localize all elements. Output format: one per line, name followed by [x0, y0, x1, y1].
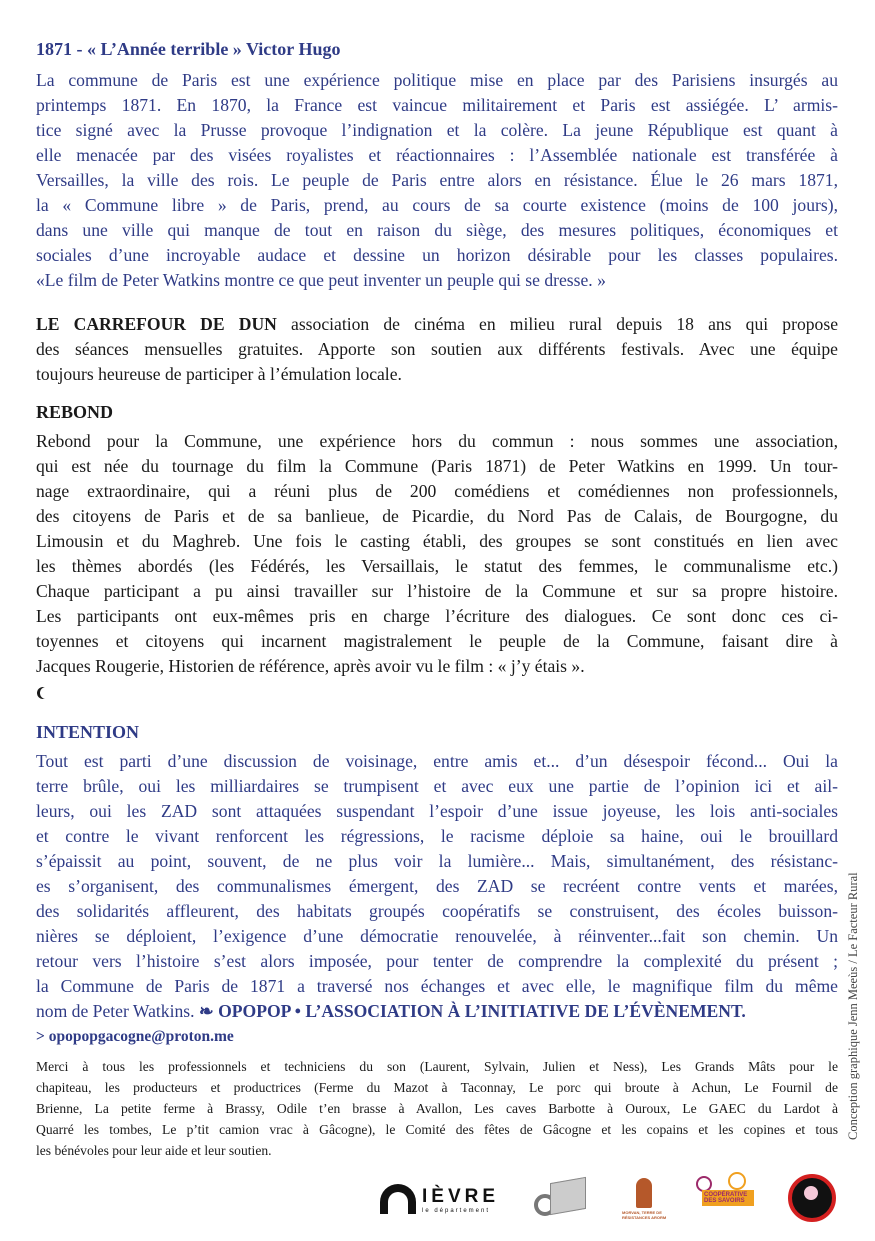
- carrefour-name: LE CARREFOUR DE DUN: [36, 314, 277, 334]
- text-line: tice signé avec la Prusse provoque l’indignation et la colère. La jeune République est quant à: [36, 120, 838, 140]
- text-line: Versailles, la ville des rois. Le peuple de Paris entre alors en résistance. Élue le 26 mars 1871,: [36, 170, 838, 190]
- intro-section: [36, 37, 838, 293]
- text-line: «Le film de Peter Watkins montre ce que peut inventer un peuple qui se dresse. »: [36, 270, 606, 290]
- text-line: Chaque participant a pu ainsi travailler sur l’histoire de la Commune et sur sa propre histoire.: [36, 581, 838, 601]
- text-line: association de cinéma en milieu rural depuis 18 ans qui propose: [276, 314, 838, 334]
- leaf-ornament-icon: ❧: [198, 1001, 214, 1021]
- text-line: nières se déploient, l’exigence d’une démocratie renouvelée, à réinventer...fait son chemin. Un: [36, 926, 838, 946]
- design-credit: Conception graphique Jenn Meeùs / Le Facteur Rural: [846, 872, 860, 1140]
- intention-section: [36, 720, 838, 1049]
- text-line: Rebond pour la Commune, une expérience hors du commun : nous sommes une association,: [36, 431, 838, 451]
- text-line: terre brûle, oui les milliardaires se trumpisent et avec eux une partie de l’opinion ici et ail-: [36, 776, 838, 796]
- morvan-logo: MORVAN, TERRE DE RÉSISTANCES ARORM: [622, 1172, 667, 1228]
- text-line: la « Commune libre » de Paris, prend, au cours de sa courte existence (moins de 100 jours),: [36, 195, 838, 215]
- text-line: des séances mensuelles gratuites. Apporte son soutien aux différents festivals. Avec une équipe: [36, 339, 838, 359]
- red-circle-logo: [786, 1172, 836, 1228]
- text-line: la Commune de Paris de 1871 a traversé nos échanges et avec elle, le magnifique film du même: [36, 976, 838, 996]
- intention-heading: INTENTION: [36, 722, 140, 742]
- text-line: La commune de Paris est une expérience politique mise en place par des Parisiens insurgés au: [36, 70, 838, 90]
- opopop-line: OPOPOP • L’ASSOCIATION À L’INITIATIVE DE L’ÉVÈNEMENT.: [213, 1001, 746, 1021]
- nievre-logo: IÈVRE le département: [380, 1172, 505, 1228]
- moon-ornament-icon: [40, 687, 52, 699]
- cooperative-des-savoirs-logo: COOPÉRATIVE DES SAVOIRS: [690, 1172, 755, 1228]
- text-line: les thèmes abordés (les Fédérés, les Versaillais, le statut des femmes, le communalisme etc.): [36, 556, 838, 576]
- text-line: chapiteau, les producteurs et productrices (Ferme du Mazot à Taconnay, Le porc qui broute à Achun, Le Fournil de: [36, 1080, 838, 1095]
- text-line: s’épaissit au point, souvent, de ne plus voir la lumière... Mais, simultanément, des résistanc-: [36, 851, 838, 871]
- text-line: elle menacée par des visées royalistes et réactionnaires : l’Assemblée nationale est transférée à: [36, 145, 838, 165]
- text-line: Brienne, La petite ferme à Brassy, Odile t’en brasse à Avallon, Les caves Barbotte à Ouroux, Le GAEC du Lardot à: [36, 1101, 838, 1116]
- intro-paragraph: [36, 68, 838, 293]
- text-line: printemps 1871. En 1870, la France est vaincue militairement et Paris est assiégée. L’ armis-: [36, 95, 838, 115]
- intention-paragraph: [36, 749, 838, 999]
- text-line: sociales d’une incroyable audace et dessine un horizon désirable pour les classes populaires.: [36, 245, 838, 265]
- text-line: Les participants ont eux-mêmes pris en charge l’écriture des dialogues. Ce sont donc ces ci-: [36, 606, 838, 626]
- text-line: Limousin et du Maghreb. Une fois le casting établi, des groupes se sont constitués en lien avec: [36, 531, 838, 551]
- cinema-reel-logo: [530, 1172, 590, 1228]
- text-line: dans une ville qui manque de tout en raison du siège, des mesures politiques, économiques et: [36, 220, 838, 240]
- text-line: Merci à tous les professionnels et techniciens du son (Laurent, Sylvain, Julien et Ness), Les Grands Mâts pour le: [36, 1059, 838, 1074]
- text-line: toujours heureuse de participer à l’émulation locale.: [36, 364, 402, 384]
- rebond-paragraph: [36, 429, 838, 679]
- text-line: Jacques Rougerie, Historien de référence, après avoir vu le film : « j’y étais ».: [36, 656, 585, 676]
- text-line: nage extraordinaire, qui a réuni plus de 200 comédiens et comédiennes non professionnels,: [36, 481, 838, 501]
- text-line: et contre le vivant renforcent les régressions, le racisme déploie sa haine, oui le brouillard: [36, 826, 838, 846]
- text-line: retour vers l’histoire s’est alors imposée, pour tenter de comprendre la complexité du présent ;: [36, 951, 838, 971]
- text-line: leurs, oui les ZAD sont attaquées suspendant l’espoir d’une issue joyeuse, les lois anti-sociales: [36, 801, 838, 821]
- partner-logos: [380, 1172, 840, 1228]
- thanks-paragraph: [36, 1056, 838, 1161]
- text-line: Tout est parti d’une discussion de voisinage, entre amis et... d’un désespoir fécond... Oui la: [36, 751, 838, 771]
- text-line: des citoyens de Paris et de sa banlieue, de Picardie, du Nord Pas de Calais, de Bourgogne, du: [36, 506, 838, 526]
- text-line: qui est née du tournage du film la Commune (Paris 1871) de Peter Watkins en 1999. Un tour-: [36, 456, 838, 476]
- rebond-section: [36, 400, 838, 699]
- text-line: nom de Peter Watkins. ❧ OPOPOP • L’ASSOCIATION À L’INITIATIVE DE L’ÉVÈNEMENT.: [36, 1001, 746, 1021]
- carrefour-section: [36, 312, 838, 387]
- text-line: toyennes et citoyens qui incarnent magistralement le peuple de la Commune, faisant dire à: [36, 631, 838, 651]
- text-line: les bénévoles pour leur aide et leur soutien.: [36, 1143, 272, 1158]
- contact-email[interactable]: > opopopgacogne@proton.me: [36, 1028, 234, 1045]
- rebond-heading: REBOND: [36, 402, 114, 422]
- text-line: es s’organisent, des communalismes émergent, des ZAD se recréent contre vents et marées,: [36, 876, 838, 896]
- text-line: Quarré les tombes, Le p’tit camion vrac à Gâcogne), le Comité des fêtes de Gâcogne et les copains et les copines et tous: [36, 1122, 838, 1137]
- text-line: des solidarités affleurent, des habitats groupés coopératifs se construisent, des écoles buisson-: [36, 901, 838, 921]
- page-title: 1871 - « L’Année terrible » Victor Hugo: [36, 39, 341, 59]
